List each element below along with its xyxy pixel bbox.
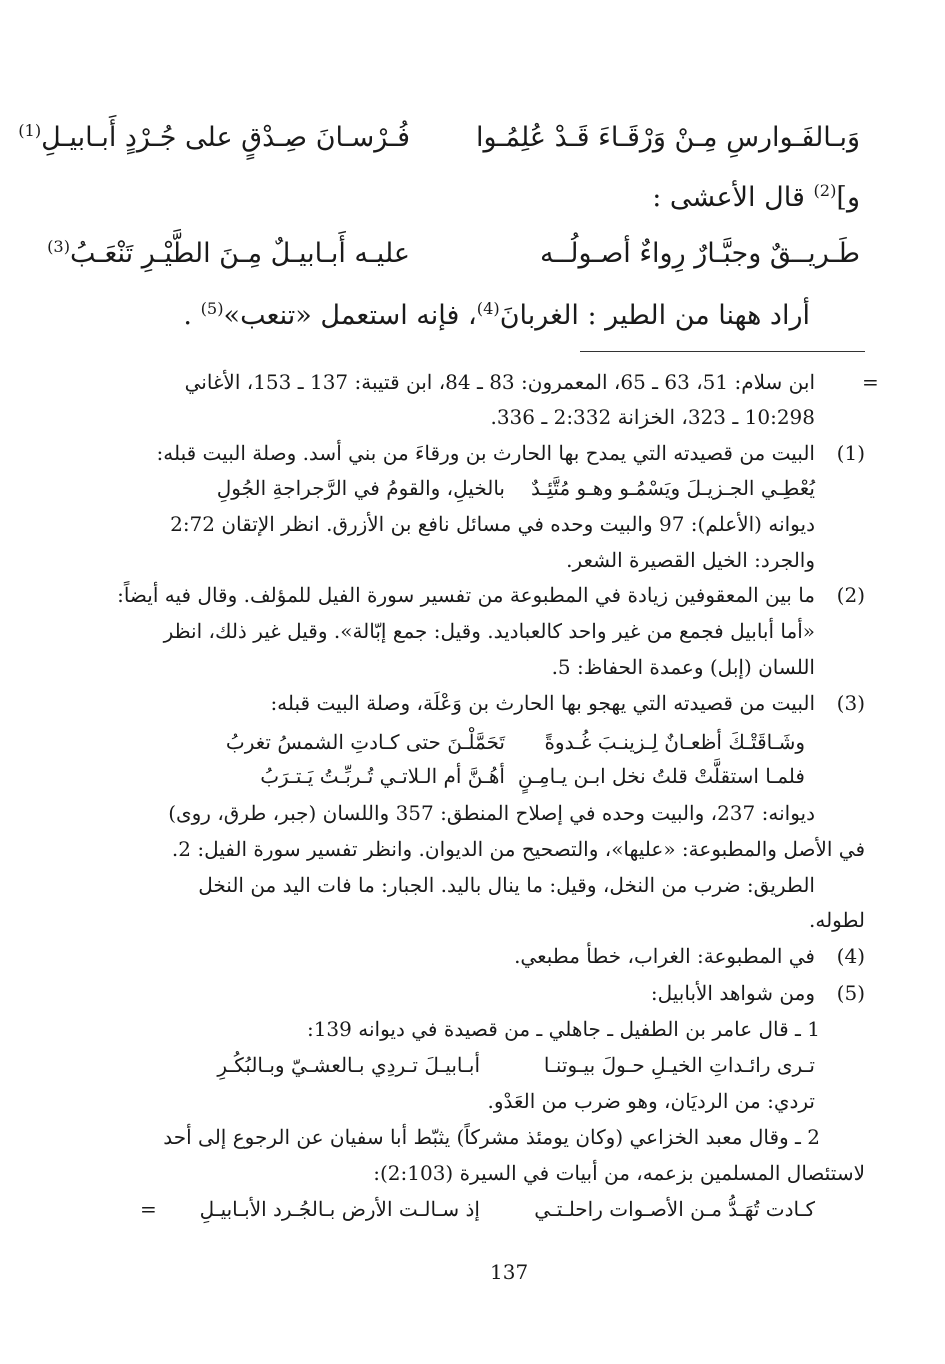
footnote-text: 2 ـ وقال معبد الخزاعي (وكان يومئذ مشركاً) يثبّط أبا سفيان عن الرجوع إلى أحد xyxy=(163,1125,820,1149)
footnote-text: 1 ـ قال عامر بن الطفيل ـ جاهلي ـ من قصيدة في ديوانه 139: xyxy=(306,1017,820,1041)
footnote-text: في الأصل والمطبوعة: «عليها»، والتصحيح من الديوان. وانظر تفسير سورة الفيل: 2. xyxy=(171,837,865,861)
footnote-verse: تَحَمَّلْـنَ حتى كـادتِ الشمسُ تغربُ xyxy=(225,730,505,754)
footnote-number: (2) xyxy=(836,583,865,607)
commentary-line: أراد ههنا من الطير : الغربانَ$^{(4)}$، فإنه استعمل «تنعب»$^{(5)}$ . xyxy=(183,299,810,331)
footnote-text: البيت من قصيدته التي يمدح بها الحارث بن ورقاءَ من بني أسد. وصلة البيت قبله: xyxy=(156,441,815,465)
footnote-text: ومن شواهد الأبابيل: xyxy=(650,981,815,1005)
footnote-text: لاستئصال المسلمين بزعمه، من أبيات في السيرة (2:103): xyxy=(373,1161,865,1185)
footnote-marker: (5) xyxy=(200,299,224,318)
footnote-verse: وشَـاقَتْـكَ أظعـانٌ لِـزينـبَ غُـدوةً xyxy=(544,730,805,754)
footnote-verse: إذ سـالـت الأرض بـالجُـرد الأبـابيـلِ xyxy=(199,1197,480,1221)
verse2-first-hemistich: طَـريــقٌ وجبَّـارٌ رِواءٌ أصـولُــه xyxy=(539,238,860,269)
footnote-text: تردي: من الرديَان، وهو ضرب من العَدْو. xyxy=(487,1089,815,1113)
verse1-second-hemistich: فُـرْسـانَ صِـدْقٍ على جُـرْدٍ أَبـابيـلِ$^{(1)}$ xyxy=(18,121,410,153)
footnote-number: (3) xyxy=(836,691,865,715)
page-number: 137 xyxy=(490,1260,529,1284)
footnote-verse: فلمـا استقلَّتْ قلتُ نخل ابـن يـامِـنٍ xyxy=(517,764,805,788)
verse2-second-hemistich: عليـه أَبـابيـلٌ مِـنَ الطَّيْـرِ تَنْعَـبُ$^{(3)}$ xyxy=(47,237,410,269)
footnote-text: 10:298 ـ 323، الخزانة 2:332 ـ 336. xyxy=(490,405,815,429)
footnote-separator xyxy=(580,351,865,352)
intro-line: و]$^{(2)}$ قال الأعشى : xyxy=(652,181,860,213)
footnote-text: لطوله. xyxy=(808,908,865,932)
footnote-text: ابن سلام: 51، 63 ـ 65، المعمرون: 83 ـ 84، ابن قتيبة: 137 ـ 153، الأغاني xyxy=(184,370,815,394)
footnote-verse: أبـابيـلَ تـردِي بـالعشـيّ وبـالبُكُـرِ xyxy=(217,1053,480,1077)
footnote-text: والجرد: الخيل القصيرة الشعر. xyxy=(566,548,815,572)
footnote-number: (1) xyxy=(836,441,865,465)
footnote-text: ما بين المعقوفين زيادة في المطبوعة من تفسير سورة الفيل للمؤلف. وقال فيه أيضاً: xyxy=(117,583,815,607)
continuation-marker: = xyxy=(140,1197,157,1221)
footnote-text: «أما أبابيل فجمع من غير واحد كالعباديد. وقيل: جمع إبّالة». وقيل غير ذلك، انظر xyxy=(163,619,815,643)
footnote-text: في المطبوعة: الغراب، خطأ مطبعي. xyxy=(514,944,815,968)
footnote-text: ديوانه: 237، والبيت وحده في إصلاح المنطق: 357 واللسان (جبر، طرق، روى) xyxy=(168,801,815,825)
footnote-text: اللسان (إبل) وعمدة الحفاظ: 5. xyxy=(551,655,815,679)
continuation-marker: = xyxy=(862,370,879,394)
footnote-number: (5) xyxy=(836,981,865,1005)
footnote-text: ديوانه (الأعلم): 97 والبيت وحده في مسائل نافع بن الأزرق. انظر الإتقان 2:72 xyxy=(170,512,815,536)
footnote-marker: (3) xyxy=(47,237,71,256)
footnote-text: البيت من قصيدته التي يهجو بها الحارث بن وَعْلَة، وصلة البيت قبله: xyxy=(270,691,815,715)
footnote-marker: (1) xyxy=(18,121,42,140)
footnote-marker: (2) xyxy=(813,181,837,200)
footnote-verse: أهُـنَّ أم الـلاتـي تُـربِّـتُ يَـتـرَبُ xyxy=(260,764,505,788)
verse1-first-hemistich: وَبـالفَـوارسِ مِـنْ وَرْقَـاءَ قَـدْ عُلِمُـوا xyxy=(475,122,860,153)
footnote-text: الطريق: ضرب من النخل، وقيل: ما ينال باليد. الجبار: ما فات اليد من النخل xyxy=(198,873,815,897)
footnote-verse: كـادت تُهَـدُّ مـن الأصـوات راحلـتـي xyxy=(534,1197,815,1221)
footnote-marker: (4) xyxy=(476,299,500,318)
footnote-verse: بالخيلِ، والقومُ في الرَّجراجةِ الجُولِ xyxy=(216,476,505,500)
footnote-verse: تـرى رائـداتِ الخيـلِ حـولَ بيـوتنـا xyxy=(543,1053,815,1077)
footnote-verse: يُعْطِـي الجـزيـلَ ويَسْمُـو وهـو مُتَّئِـدٌ xyxy=(531,476,815,500)
footnote-number: (4) xyxy=(836,944,865,968)
